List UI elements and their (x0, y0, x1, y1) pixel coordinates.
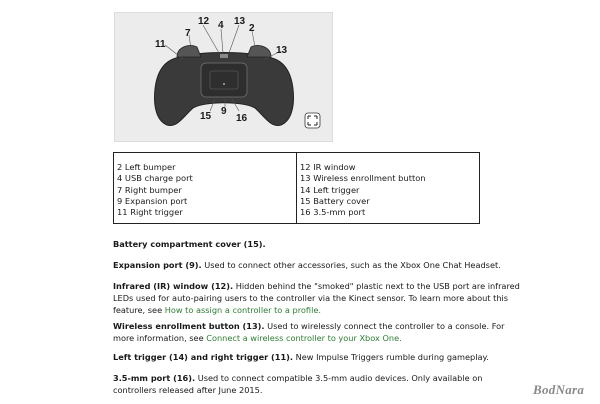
right-trigger-shape (247, 45, 271, 57)
expand-arrows-icon[interactable] (305, 113, 320, 128)
wireless-description: Wireless enrollment button (13). Used to wirelessly connect the controller to a console. For more information, see Connect a wireless controller to your Xbox One. (113, 321, 505, 343)
table-row: 11 Right trigger (117, 207, 183, 218)
callout-16: 16 (236, 113, 248, 124)
table-row: 16 3.5-mm port (300, 207, 366, 218)
left-trigger-shape (177, 45, 201, 57)
table-row: 7 Right bumper (117, 184, 182, 195)
table-row: 2 Left bumper (117, 162, 176, 172)
callout-15: 15 (200, 111, 212, 122)
callout-9: 9 (221, 106, 227, 117)
table-row: 4 USB charge port (117, 173, 193, 184)
battery-cover-shape (201, 63, 247, 97)
triggers-description: Left trigger (14) and right trigger (11). New Impulse Triggers rumble during gameplay. (113, 352, 489, 362)
controller-diagram (114, 12, 333, 142)
usb-port-shape (220, 54, 228, 58)
callout-2: 2 (249, 23, 255, 34)
parts-table (113, 152, 480, 224)
expansion-description: Expansion port (9). Used to connect other accessories, such as the Xbox One Chat Headset. (113, 260, 501, 270)
table-row: 13 Wireless enrollment button (300, 173, 426, 184)
callout-13-right: 13 (276, 45, 288, 56)
ir-description: Infrared (IR) window (12). Hidden behind the "smoked" plastic next to the USB port are infrared LEDs used for auto-pairing users to the controller via the Kinect sensor. To learn more about this feature, see How to assign a controller to a profile. (113, 281, 520, 315)
controller-illustration (115, 13, 332, 141)
table-row: 14 Left trigger (300, 184, 360, 195)
assign-controller-link[interactable]: How to assign a controller to a profile. (164, 305, 322, 315)
table-row: 12 IR window (300, 162, 356, 172)
callout-11: 11 (155, 39, 166, 50)
audio-description: 3.5-mm port (16). Used to connect compatible 3.5-mm audio devices. Only available on controllers released after June 2015. (113, 373, 483, 395)
watermark-logo: BodNara (533, 382, 585, 397)
table-row: 15 Battery cover (300, 195, 370, 206)
parts-table-left-column (114, 153, 296, 223)
callout-7: 7 (185, 28, 191, 39)
battery-description: Battery compartment cover (15). (113, 239, 266, 249)
parts-table-right-column (296, 153, 479, 223)
connect-controller-link[interactable]: Connect a wireless controller to your Xbox One. (206, 333, 402, 343)
callout-4: 4 (218, 20, 224, 31)
callout-13-top: 13 (234, 16, 246, 27)
callout-12: 12 (198, 16, 210, 27)
table-row: 9 Expansion port (117, 195, 188, 206)
